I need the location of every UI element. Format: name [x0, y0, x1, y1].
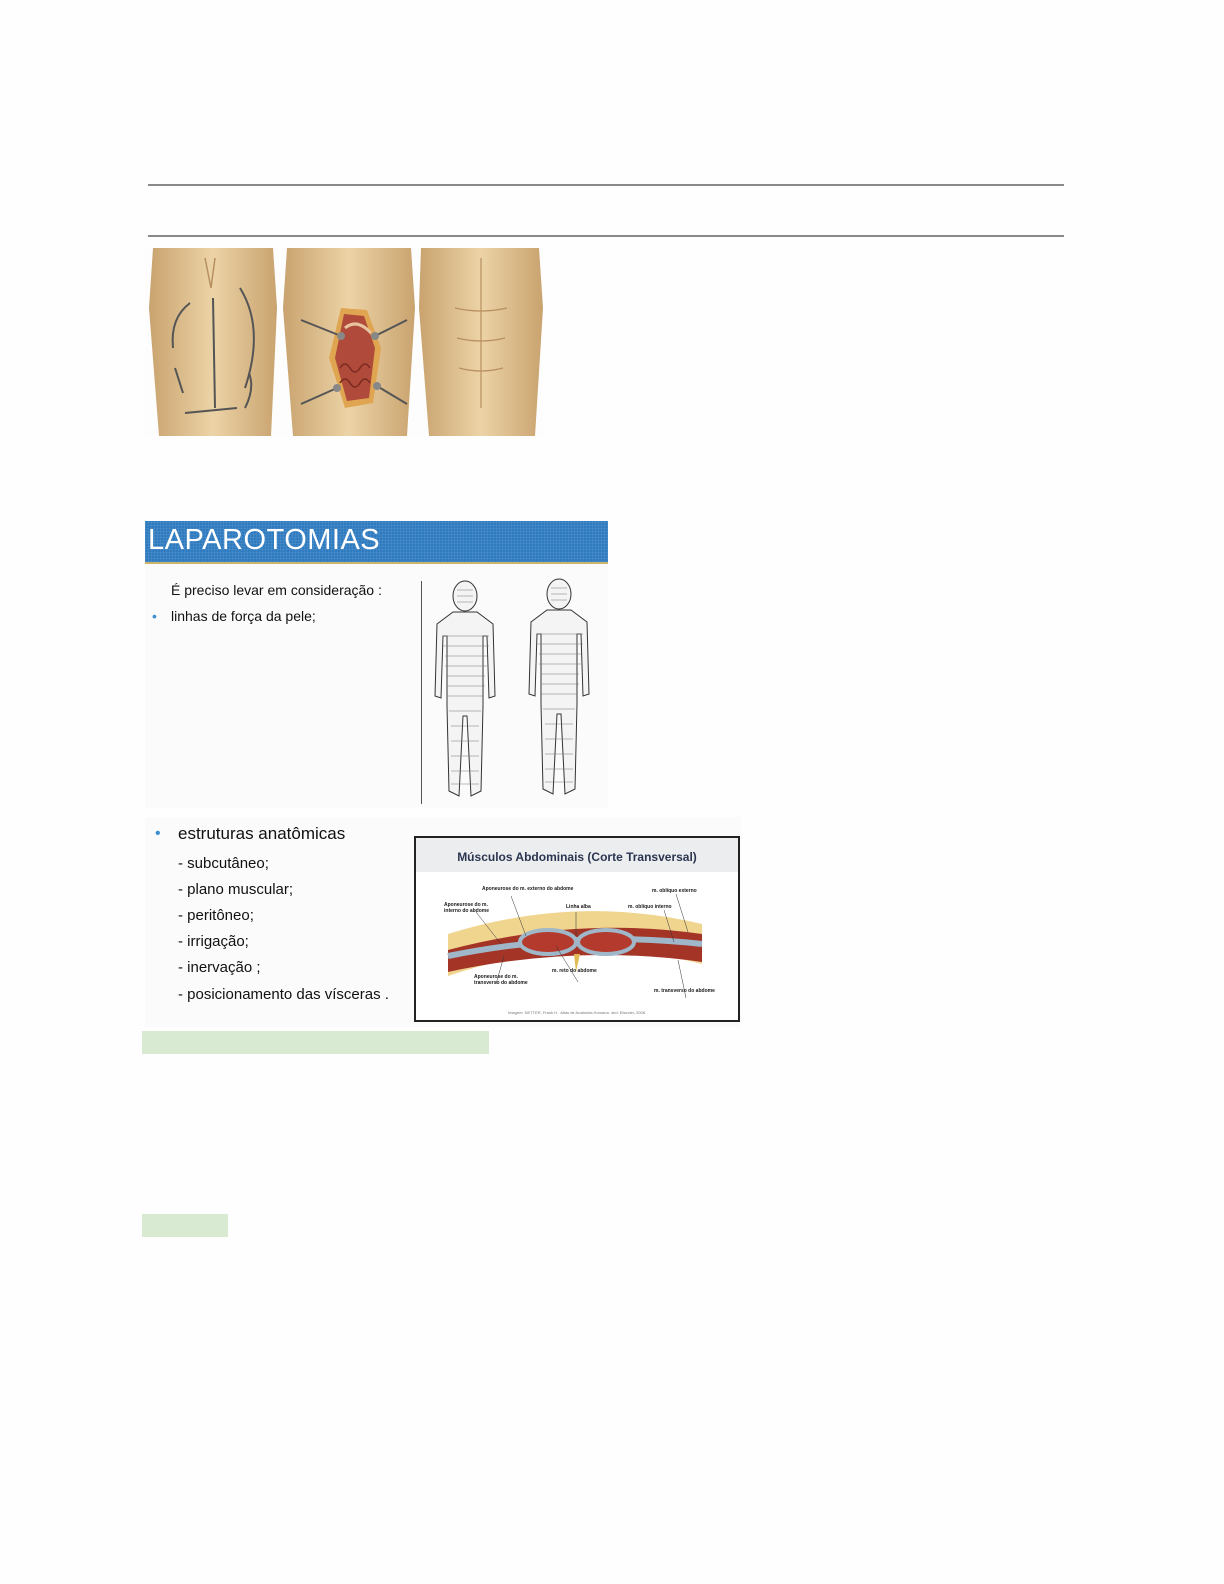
label-obliquo-externo: m. oblíquo externo [652, 888, 697, 894]
slide-divider [421, 581, 422, 804]
label-apo-interno: Aponeurose do m. interno do abdome [444, 902, 489, 914]
label-apo-externo: Aponeurose do m. externo do abdome [482, 886, 574, 892]
bullet-icon: • [155, 825, 161, 842]
slide2-heading: estruturas anatômicas [178, 824, 346, 843]
slide2-item: - inervação ; [178, 959, 261, 976]
slide-laparotomias [145, 521, 608, 808]
abdominal-incisions-figure [145, 248, 543, 436]
slide-title: LAPAROTOMIAS [148, 524, 381, 556]
highlight-bar [142, 1031, 489, 1054]
figure-credit: Imagem: NETTER, Frank H.. Atlas de Anatomia Humana. 4ed. Elsevier, 2008. [507, 1010, 647, 1015]
abdominal-cross-section-icon [416, 872, 738, 1020]
slide-title-bar [145, 521, 608, 564]
figure-title: Músculos Abdominais (Corte Transversal) [457, 850, 697, 864]
slide2-item: - peritôneo; [178, 907, 254, 924]
slide2-item: - irrigação; [178, 933, 249, 950]
label-reto: m. reto do abdome [552, 968, 597, 974]
bullet-icon: • [152, 608, 157, 624]
highlight-bar-small [142, 1214, 228, 1237]
slide2-item: - plano muscular; [178, 881, 294, 898]
label-linha-alba: Linha alba [566, 904, 591, 910]
second-rule [148, 235, 1064, 237]
slide-bullet-skin-lines: linhas de força da pele; [171, 608, 316, 624]
slide-estruturas [145, 817, 741, 1027]
label-obliquo-interno: m. oblíquo interno [628, 904, 672, 910]
abdominal-incisions-illustration-icon [145, 248, 543, 436]
label-transverso: m. transverso do abdome [654, 988, 715, 994]
skin-tension-lines-body-icon [423, 576, 608, 806]
label-apo-transverso: Aponeurose do m. transverso do abdome [474, 974, 528, 986]
slide2-item: - posicionamento das vísceras . [178, 986, 389, 1003]
abdominal-muscles-figure [414, 836, 740, 1022]
slide2-item: - subcutâneo; [178, 855, 269, 872]
slide-intro-text: É preciso levar em consideração : [171, 582, 382, 598]
top-rule [148, 184, 1064, 186]
